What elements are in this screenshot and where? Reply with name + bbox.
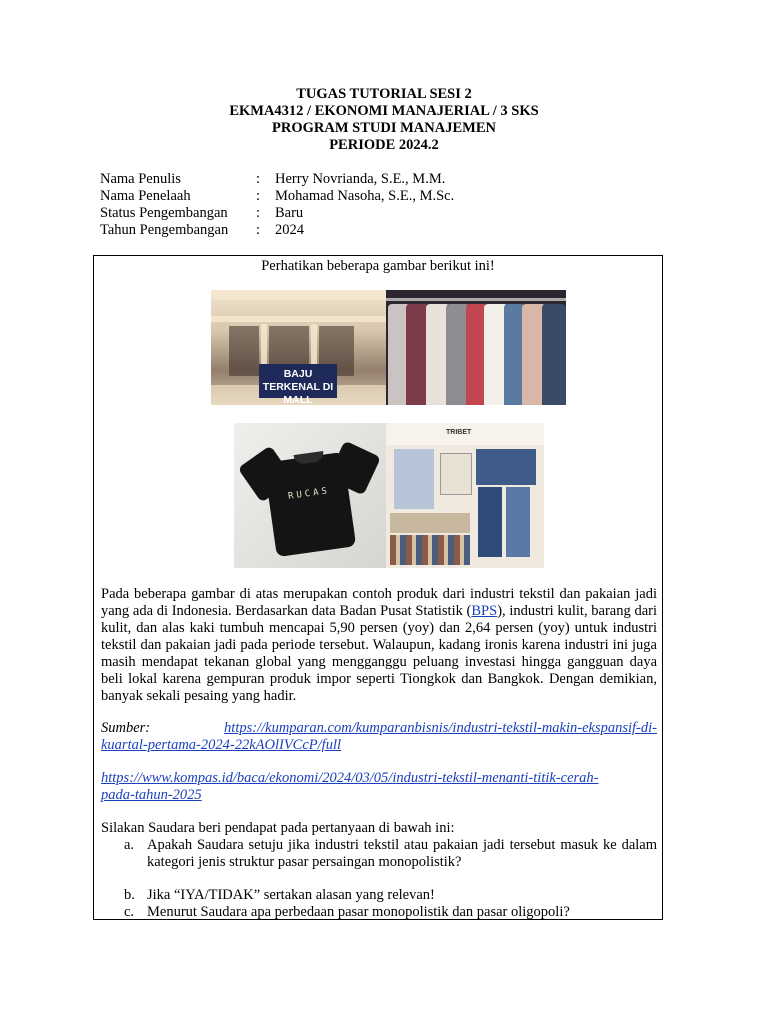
meta-separator: :	[256, 188, 261, 204]
denim-store-photo	[386, 423, 544, 568]
meta-value: Baru	[275, 205, 304, 221]
question-text: Apakah Saudara setuju jika industri tekstil atau pakaian jadi tersebut masuk ke dalam kategori jenis struktur pasar persaingan monopolistik?	[147, 837, 657, 870]
clothing-rack-photo	[386, 290, 566, 405]
source-link-kumparan-cont[interactable]: kuartal-pertama-2024-22kAOlIVCcP/full	[101, 737, 342, 753]
black-tshirt-photo	[234, 423, 386, 568]
question-label: c.	[124, 904, 135, 920]
meta-label: Status Pengembangan	[100, 205, 228, 221]
source-label: Sumber:	[101, 720, 151, 736]
mall-banner: BAJU TERKENAL DI MALL	[259, 364, 337, 398]
tshirt-print: RUCAS	[287, 486, 331, 502]
source-link-kumparan[interactable]: https://kumparan.com/kumparanbisnis/industri-tekstil-makin-ekspansif-di-	[224, 720, 657, 736]
task-intro: Perhatikan beberapa gambar berikut ini!	[261, 258, 495, 274]
question-text: Jika “IYA/TIDAK” sertakan alasan yang relevan!	[147, 887, 435, 903]
paragraph-text-after: ), industri kulit, barang dari kulit, dan alas kaki tumbuh mencapai 5,90 persen (yoy) dan 2,64 persen (yoy) untuk industri tekstil dan pakaian jadi pada periode tersebut. Walaupun, kadang ironis karena industri ini juga masih mendapat tekanan global yang mengganggu peluang investasi hingga gangguan daya beli lokal karena gempuran produk impor seperti Tiongkok dan Bangkok. Dengan demikian, banyak sekali pesaing yang hadir.	[101, 603, 657, 704]
meta-separator: :	[256, 205, 261, 221]
meta-separator: :	[256, 171, 261, 187]
meta-value: 2024	[275, 222, 304, 238]
paragraph-text-before: Pada beberapa gambar di atas merupakan contoh produk dari industri tekstil dan pakaian jadi yang ada di Indonesia. Berdasarkan data Badan Pusat Statistik (	[101, 586, 657, 619]
meta-label: Nama Penelaah	[100, 188, 191, 204]
meta-label: Tahun Pengembangan	[100, 222, 229, 238]
meta-label: Nama Penulis	[100, 171, 181, 187]
question-label: a.	[124, 837, 135, 853]
mall-store-photo	[211, 290, 386, 405]
task-box	[93, 255, 663, 920]
source-link-kompas-cont[interactable]: pada-tahun-2025	[101, 787, 202, 803]
source-link-kompas[interactable]: https://www.kompas.id/baca/ekonomi/2024/03/05/industri-tekstil-menanti-titik-cerah-	[101, 770, 599, 786]
meta-separator: :	[256, 222, 261, 238]
source-block-1	[101, 720, 657, 754]
source-block-2	[101, 770, 657, 804]
store-sign: TRIBET	[446, 429, 472, 436]
header-program: PROGRAM STUDI MANAJEMEN	[272, 120, 496, 136]
meta-value: Mohamad Nasoha, S.E., M.Sc.	[275, 188, 455, 204]
meta-value: Herry Novrianda, S.E., M.M.	[275, 171, 446, 187]
document-header	[0, 86, 768, 154]
question-prompt: Silakan Saudara beri pendapat pada pertanyaan di bawah ini:	[101, 820, 455, 836]
bps-link[interactable]: BPS	[471, 603, 498, 619]
question-text: Menurut Saudara apa perbedaan pasar monopolistik dan pasar oligopoli?	[147, 904, 570, 920]
header-title: TUGAS TUTORIAL SESI 2	[296, 86, 472, 102]
header-course: EKMA4312 / EKONOMI MANAJERIAL / 3 SKS	[229, 103, 539, 119]
description-paragraph	[101, 586, 657, 705]
header-period: PERIODE 2024.2	[329, 137, 439, 153]
question-label: b.	[124, 887, 135, 903]
